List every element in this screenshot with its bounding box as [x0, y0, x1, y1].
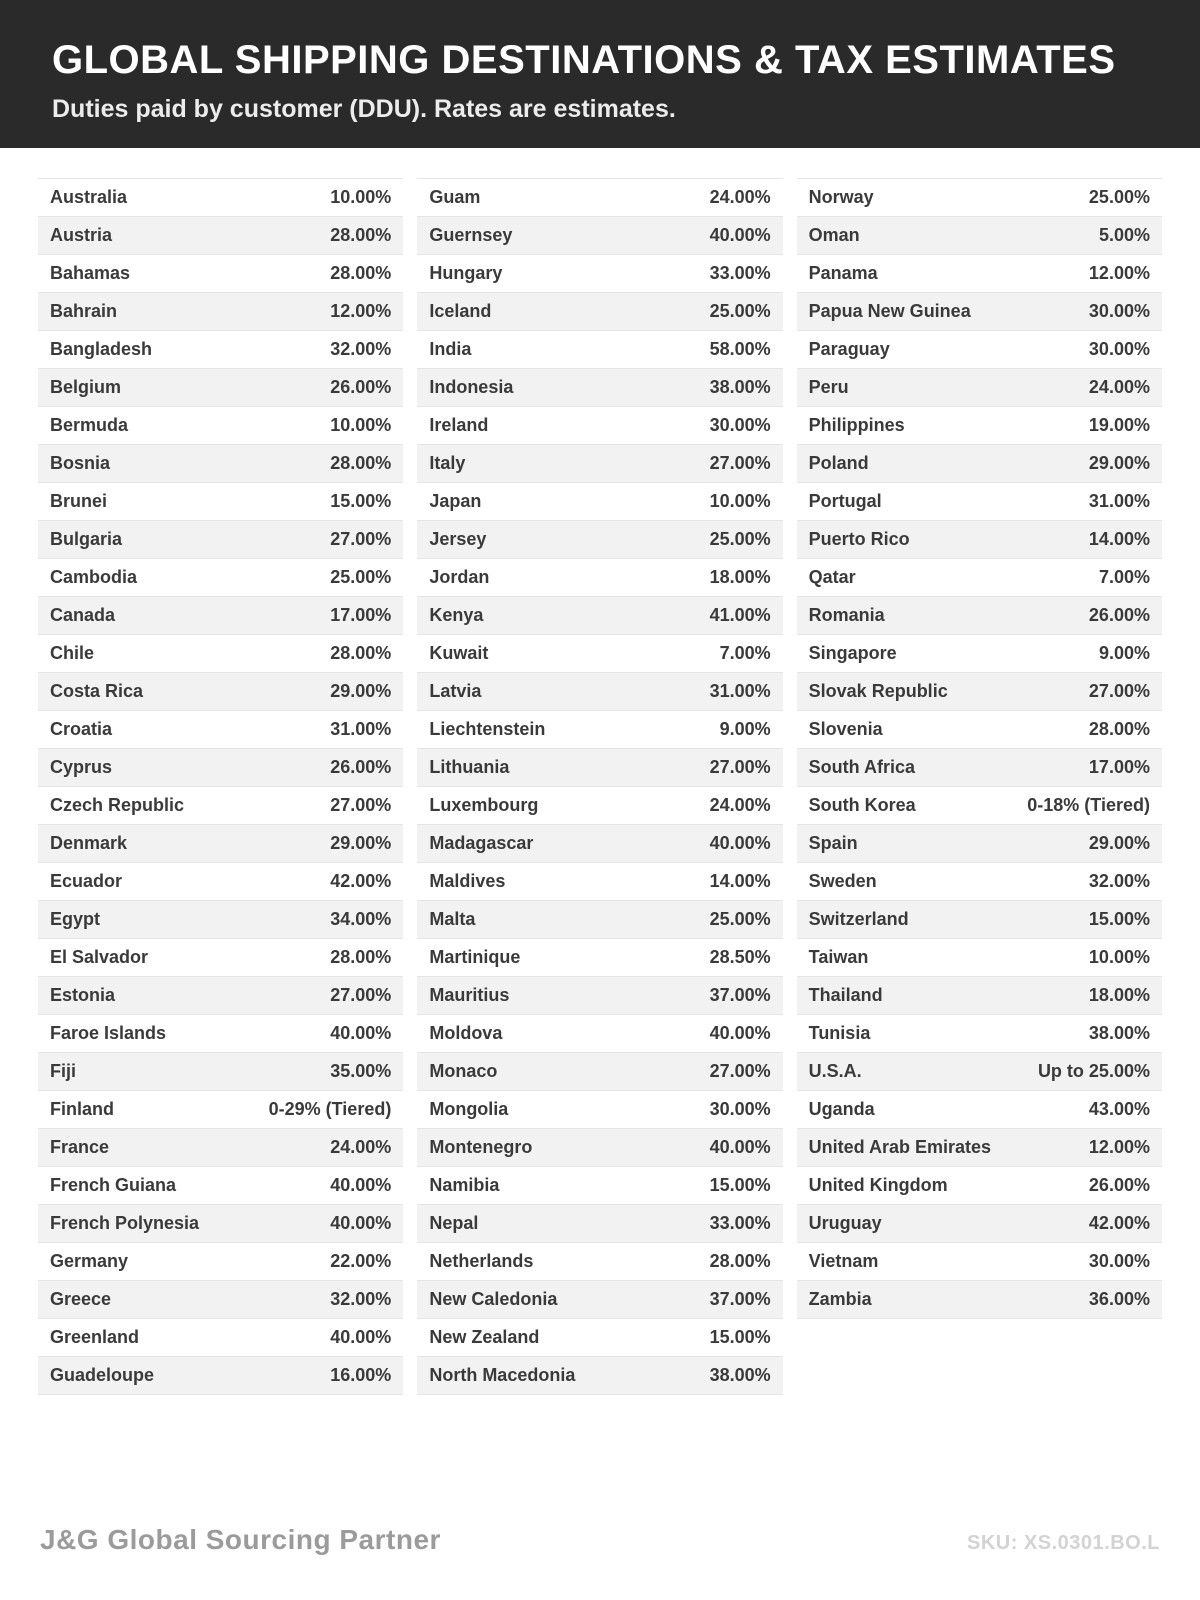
sku-label: SKU: XS.0301.BO.L [966, 1532, 1160, 1554]
rate-row [797, 1015, 1162, 1053]
tax-rate: 17.00% [1088, 757, 1150, 777]
rate-row [38, 369, 403, 407]
country-name: Paraguay [808, 339, 890, 359]
rate-row [417, 1357, 782, 1395]
country-name: Philippines [808, 415, 905, 435]
country-name: Bulgaria [50, 529, 123, 549]
rate-row [417, 1243, 782, 1281]
rate-row [38, 255, 403, 293]
tax-rate: 27.00% [330, 985, 392, 1005]
tax-rate: 42.00% [1088, 1213, 1150, 1233]
tax-rate: 19.00% [1088, 415, 1150, 435]
country-name: Singapore [808, 643, 897, 663]
country-name: Greenland [50, 1327, 140, 1347]
rate-row [417, 749, 782, 787]
country-name: Moldova [429, 1023, 503, 1043]
tax-rate: 25.00% [330, 567, 392, 587]
country-name: United Kingdom [808, 1175, 948, 1195]
country-name: Jersey [429, 529, 487, 549]
country-name: Mauritius [429, 985, 510, 1005]
country-name: Estonia [50, 985, 116, 1005]
rate-row [797, 369, 1162, 407]
tax-rate: 9.00% [719, 719, 771, 739]
rate-row [417, 711, 782, 749]
rates-column-3 [797, 178, 1162, 1319]
tax-rate: 28.00% [330, 643, 392, 663]
rate-row [38, 825, 403, 863]
rate-row [797, 217, 1162, 255]
country-name: Sweden [808, 871, 877, 891]
rate-row [797, 597, 1162, 635]
tax-rate: 29.00% [330, 833, 392, 853]
country-name: Canada [50, 605, 116, 625]
footer [40, 1524, 1160, 1556]
rate-row [38, 673, 403, 711]
tax-rate: 40.00% [330, 1327, 392, 1347]
rate-row [38, 559, 403, 597]
country-name: Peru [808, 377, 849, 397]
rates-column-2 [417, 178, 782, 1395]
tax-rate: 27.00% [1088, 681, 1150, 701]
country-name: Denmark [50, 833, 128, 853]
country-name: Martinique [429, 947, 521, 967]
tax-rate: 15.00% [709, 1175, 771, 1195]
country-name: Kenya [429, 605, 484, 625]
country-name: Puerto Rico [808, 529, 910, 549]
rate-row [797, 863, 1162, 901]
rate-row [417, 901, 782, 939]
rate-row [417, 407, 782, 445]
country-name: French Polynesia [50, 1213, 200, 1233]
rate-row [417, 217, 782, 255]
tax-rate: 28.00% [709, 1251, 771, 1271]
rate-row [417, 597, 782, 635]
tax-rate: 14.00% [1088, 529, 1150, 549]
country-name: Uganda [808, 1099, 875, 1119]
tax-rate: 28.00% [1088, 719, 1150, 739]
tax-rate: 40.00% [709, 1023, 771, 1043]
rate-row [797, 939, 1162, 977]
tax-rate: 28.00% [330, 263, 392, 283]
rate-row [417, 483, 782, 521]
country-name: Lithuania [429, 757, 510, 777]
rate-row [797, 1205, 1162, 1243]
tax-rate: 31.00% [1088, 491, 1150, 511]
tax-rate: 27.00% [709, 757, 771, 777]
rate-row [38, 1205, 403, 1243]
tax-rate: 28.50% [709, 947, 771, 967]
tax-rate: 25.00% [709, 301, 771, 321]
rate-row [38, 635, 403, 673]
country-name: Hungary [429, 263, 503, 283]
tax-rate: 35.00% [330, 1061, 392, 1081]
tax-rate: 26.00% [330, 377, 392, 397]
rate-row [797, 1091, 1162, 1129]
tax-rate: 22.00% [330, 1251, 392, 1271]
tax-rate: 7.00% [719, 643, 771, 663]
tax-rate: 25.00% [1088, 187, 1150, 207]
country-name: Norway [808, 187, 874, 207]
country-name: Liechtenstein [429, 719, 546, 739]
tax-rate: 29.00% [330, 681, 392, 701]
rate-row [797, 407, 1162, 445]
country-name: Uruguay [808, 1213, 882, 1233]
rate-row [38, 597, 403, 635]
rate-row [38, 863, 403, 901]
country-name: Monaco [429, 1061, 498, 1081]
tax-rate: 37.00% [709, 985, 771, 1005]
country-name: Austria [50, 225, 113, 245]
country-name: Indonesia [429, 377, 514, 397]
country-name: Vietnam [808, 1251, 879, 1271]
rate-row [797, 1053, 1162, 1091]
country-name: Ecuador [50, 871, 123, 891]
rate-row [797, 977, 1162, 1015]
country-name: Nepal [429, 1213, 479, 1233]
country-name: Maldives [429, 871, 506, 891]
rate-row [38, 749, 403, 787]
page-subtitle: Duties paid by customer (DDU). Rates are estimates. [52, 95, 676, 123]
rate-row [38, 1053, 403, 1091]
rate-row [417, 255, 782, 293]
country-name: Jordan [429, 567, 490, 587]
brand-name: J&G Global Sourcing Partner [40, 1524, 441, 1555]
country-name: Oman [808, 225, 860, 245]
rate-row [797, 711, 1162, 749]
country-name: Montenegro [429, 1137, 533, 1157]
country-name: Thailand [808, 985, 883, 1005]
tax-rate: 15.00% [709, 1327, 771, 1347]
tax-rate: 25.00% [709, 909, 771, 929]
country-name: Bosnia [50, 453, 111, 473]
country-name: Italy [429, 453, 466, 473]
tax-rate: 40.00% [709, 1137, 771, 1157]
country-name: Czech Republic [50, 795, 185, 815]
rate-row [797, 521, 1162, 559]
country-name: Zambia [808, 1289, 872, 1309]
rate-row [797, 673, 1162, 711]
rate-row [797, 901, 1162, 939]
rate-row [38, 331, 403, 369]
country-name: Iceland [429, 301, 492, 321]
country-name: Bangladesh [50, 339, 153, 359]
rate-row [417, 825, 782, 863]
tax-rate: 31.00% [330, 719, 392, 739]
rate-row [417, 635, 782, 673]
country-name: Costa Rica [50, 681, 144, 701]
page-title: GLOBAL SHIPPING DESTINATIONS & TAX ESTIMATES [52, 38, 1116, 82]
tax-rate: 33.00% [709, 1213, 771, 1233]
rates-column-1 [38, 178, 403, 1395]
header [0, 0, 1200, 148]
rate-row [38, 1357, 403, 1395]
country-name: Panama [808, 263, 878, 283]
tax-rate: 27.00% [330, 795, 392, 815]
tax-rate: 24.00% [709, 187, 771, 207]
tax-rate: 58.00% [709, 339, 771, 359]
tax-rate: 10.00% [1088, 947, 1150, 967]
rate-row [417, 331, 782, 369]
country-name: North Macedonia [429, 1365, 576, 1385]
country-name: Guadeloupe [50, 1365, 155, 1385]
tax-rate: 40.00% [709, 833, 771, 853]
rate-row [797, 1281, 1162, 1319]
tax-rate: 40.00% [330, 1213, 392, 1233]
rate-row [797, 1167, 1162, 1205]
rate-row [797, 483, 1162, 521]
country-name: Slovak Republic [808, 681, 948, 701]
tax-rate: 29.00% [1088, 453, 1150, 473]
rate-row [38, 1129, 403, 1167]
tax-rate: 30.00% [1088, 301, 1150, 321]
country-name: Egypt [50, 909, 101, 929]
rate-row [417, 293, 782, 331]
country-name: France [50, 1137, 110, 1157]
rate-row [417, 1091, 782, 1129]
tax-rate: 15.00% [1088, 909, 1150, 929]
country-name: Bahrain [50, 301, 118, 321]
tax-rate: 40.00% [709, 225, 771, 245]
rate-row [38, 787, 403, 825]
tax-rate: 38.00% [709, 377, 771, 397]
country-name: Mongolia [429, 1099, 509, 1119]
country-name: Guam [429, 187, 481, 207]
country-name: El Salvador [50, 947, 149, 967]
rate-row [417, 1281, 782, 1319]
country-name: Poland [808, 453, 869, 473]
rate-row [797, 293, 1162, 331]
country-name: Australia [50, 187, 128, 207]
country-name: Bermuda [50, 415, 129, 435]
country-name: Luxembourg [429, 795, 539, 815]
tax-rate: 24.00% [709, 795, 771, 815]
rate-row [417, 559, 782, 597]
rate-row [38, 179, 403, 217]
country-name: United Arab Emirates [808, 1137, 992, 1157]
tax-rate: 18.00% [1088, 985, 1150, 1005]
tax-rate: 24.00% [330, 1137, 392, 1157]
rate-row [417, 1319, 782, 1357]
rate-row [38, 1319, 403, 1357]
country-name: New Caledonia [429, 1289, 558, 1309]
tax-rate: 30.00% [1088, 1251, 1150, 1271]
tax-rate: 24.00% [1088, 377, 1150, 397]
tax-rate: 38.00% [1088, 1023, 1150, 1043]
rate-row [38, 977, 403, 1015]
tax-rate: 18.00% [709, 567, 771, 587]
tax-rate: 28.00% [330, 947, 392, 967]
rate-row [417, 1129, 782, 1167]
tax-rate: 10.00% [330, 415, 392, 435]
tax-rate: 9.00% [1098, 643, 1150, 663]
rate-row [797, 179, 1162, 217]
rate-row [417, 445, 782, 483]
country-name: French Guiana [50, 1175, 177, 1195]
tax-rate: 27.00% [709, 1061, 771, 1081]
country-name: Qatar [808, 567, 856, 587]
tax-rate: 26.00% [330, 757, 392, 777]
rate-row [38, 939, 403, 977]
country-name: Latvia [429, 681, 482, 701]
tax-rate: 40.00% [330, 1175, 392, 1195]
rate-row [797, 787, 1162, 825]
rate-row [797, 445, 1162, 483]
tax-rate: 27.00% [709, 453, 771, 473]
country-name: Portugal [808, 491, 882, 511]
country-name: Namibia [429, 1175, 500, 1195]
country-name: Papua New Guinea [808, 301, 971, 321]
rate-row [797, 635, 1162, 673]
country-name: Fiji [50, 1061, 76, 1081]
country-name: Bahamas [50, 263, 131, 283]
tax-rate: 12.00% [1088, 263, 1150, 283]
rate-row [417, 939, 782, 977]
country-name: Cyprus [50, 757, 113, 777]
tax-rate: 33.00% [709, 263, 771, 283]
country-name: Kuwait [429, 643, 489, 663]
country-name: Greece [50, 1289, 112, 1309]
tax-rate: 30.00% [709, 1099, 771, 1119]
country-name: South Africa [808, 757, 915, 777]
rate-row [38, 1167, 403, 1205]
country-name: Finland [50, 1099, 114, 1119]
rate-row [797, 559, 1162, 597]
tax-rate: 12.00% [1088, 1137, 1150, 1157]
rate-row [38, 1243, 403, 1281]
country-name: Germany [50, 1251, 129, 1271]
rate-row [417, 1053, 782, 1091]
country-name: South Korea [808, 795, 916, 815]
rate-row [797, 1129, 1162, 1167]
rates-table [0, 148, 1200, 1395]
tax-rate: 30.00% [1088, 339, 1150, 359]
rate-row [417, 521, 782, 559]
rate-row [38, 217, 403, 255]
tax-rate: 36.00% [1088, 1289, 1150, 1309]
country-name: Chile [50, 643, 95, 663]
rate-row [417, 1205, 782, 1243]
tax-rate: 16.00% [330, 1365, 392, 1385]
tax-rate: 17.00% [330, 605, 392, 625]
country-name: Madagascar [429, 833, 534, 853]
country-name: Japan [429, 491, 482, 511]
tax-rate: 26.00% [1088, 1175, 1150, 1195]
rate-row [38, 1015, 403, 1053]
tax-rate: 43.00% [1088, 1099, 1150, 1119]
tax-rate: 10.00% [709, 491, 771, 511]
tax-rate: 5.00% [1098, 225, 1150, 245]
country-name: Spain [808, 833, 858, 853]
rate-row [38, 1091, 403, 1129]
tax-rate: 40.00% [330, 1023, 392, 1043]
rate-row [417, 673, 782, 711]
tax-rate: 0-18% (Tiered) [1027, 795, 1150, 815]
rate-row [38, 483, 403, 521]
tax-rate: 32.00% [1088, 871, 1150, 891]
tax-rate: 27.00% [330, 529, 392, 549]
country-name: Belgium [50, 377, 122, 397]
rate-row [417, 787, 782, 825]
country-name: Malta [429, 909, 476, 929]
country-name: Brunei [50, 491, 108, 511]
tax-rate: 42.00% [330, 871, 392, 891]
country-name: Tunisia [808, 1023, 871, 1043]
country-name: Romania [808, 605, 885, 625]
tax-rate: 34.00% [330, 909, 392, 929]
rate-row [38, 1281, 403, 1319]
rate-row [797, 1243, 1162, 1281]
tax-rate: 32.00% [330, 1289, 392, 1309]
tax-rate: 41.00% [709, 605, 771, 625]
rate-row [417, 977, 782, 1015]
rate-row [38, 293, 403, 331]
tax-rate: 32.00% [330, 339, 392, 359]
rate-row [797, 825, 1162, 863]
tax-rate: 26.00% [1088, 605, 1150, 625]
country-name: Guernsey [429, 225, 513, 245]
tax-rate: 28.00% [330, 453, 392, 473]
tax-rate: 10.00% [330, 187, 392, 207]
tax-rate: 37.00% [709, 1289, 771, 1309]
rate-row [38, 521, 403, 559]
tax-rate: 15.00% [330, 491, 392, 511]
country-name: Cambodia [50, 567, 138, 587]
rate-row [417, 1167, 782, 1205]
tax-rate: 38.00% [709, 1365, 771, 1385]
rate-row [797, 255, 1162, 293]
rate-row [797, 749, 1162, 787]
rate-row [38, 407, 403, 445]
rate-row [417, 863, 782, 901]
country-name: New Zealand [429, 1327, 540, 1347]
tax-rate: 25.00% [709, 529, 771, 549]
country-name: Netherlands [429, 1251, 534, 1271]
country-name: Faroe Islands [50, 1023, 167, 1043]
tax-rate: 7.00% [1098, 567, 1150, 587]
country-name: Ireland [429, 415, 489, 435]
tax-rate: 29.00% [1088, 833, 1150, 853]
tax-rate: 30.00% [709, 415, 771, 435]
country-name: Croatia [50, 719, 113, 739]
country-name: India [429, 339, 472, 359]
country-name: Slovenia [808, 719, 883, 739]
rate-row [797, 331, 1162, 369]
tax-rate: 28.00% [330, 225, 392, 245]
tax-rate: 31.00% [709, 681, 771, 701]
rate-row [38, 901, 403, 939]
rate-row [38, 445, 403, 483]
rate-row [38, 711, 403, 749]
country-name: Switzerland [808, 909, 909, 929]
tax-rate: 12.00% [330, 301, 392, 321]
country-name: Taiwan [808, 947, 869, 967]
rate-row [417, 369, 782, 407]
rate-row [417, 1015, 782, 1053]
country-name: U.S.A. [808, 1061, 862, 1081]
rate-row [417, 179, 782, 217]
tax-rate: 14.00% [709, 871, 771, 891]
tax-rate: 0-29% (Tiered) [268, 1099, 392, 1119]
tax-rate: Up to 25.00% [1037, 1061, 1150, 1081]
